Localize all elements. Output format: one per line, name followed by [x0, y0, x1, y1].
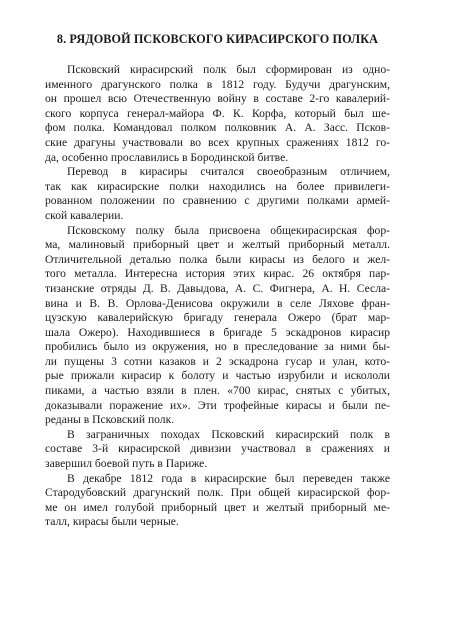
text-line: реданы в Псковский полк. — [45, 413, 175, 427]
text-line: завершил боевой путь в Париже. — [45, 457, 208, 471]
text-line: фом полка. Командовал полком полковник А. А. Засс. Псков- — [45, 121, 390, 135]
text-line: того металла. Интересна история этих кирас. 26 октября пар- — [45, 267, 390, 281]
paragraph-3 — [45, 224, 390, 428]
text-line: Псковский кирасирский полк был сформирован из одно- — [67, 63, 390, 76]
text-line: рые прижали кирасир к болоту и частью изрубили и искололи — [45, 369, 390, 383]
text-line: В декабре 1812 года в кирасирские был переведен также — [67, 471, 390, 485]
paragraph-1 — [45, 63, 390, 165]
paragraph-4 — [45, 428, 390, 472]
text-line: пиками, а частью взяли в плен. «700 кирас, снятых с убитых, — [45, 384, 390, 398]
text-line: Псковскому полку была присвоена общекирасирская фор- — [67, 223, 390, 237]
text-line: Стародубовский драгунский полк. При общей кирасирской фор- — [45, 486, 390, 500]
text-line: цузскую кавалерийскую бригаду генерала Ожеро (брат мар- — [45, 311, 390, 325]
text-line: пробились было из окружения, но в преследование за ними бы- — [45, 340, 390, 354]
text-line: вина и В. В. Орлова-Денисова окружили в селе Ляхове фран- — [45, 296, 390, 310]
text-line: да, особенно прославились в Бородинской битве. — [45, 150, 289, 164]
text-line: он прошел всю Отечественную войну в составе 2-го кавалерий- — [45, 92, 390, 106]
text-line: ме он имел голубой приборный цвет и желтый приборный ме- — [45, 500, 390, 514]
text-line: так как кирасирские полки находились на более привилеги- — [45, 179, 390, 193]
text-line: ского корпуса генерал-майора Ф. К. Корфа, который был ше- — [45, 106, 390, 120]
text-line: талл, кирасы были черные. — [45, 515, 179, 529]
page-title: 8. РЯДОВОЙ ПСКОВСКОГО КИРАСИРСКОГО ПОЛКА — [56, 32, 379, 46]
text-line: ской кавалерии. — [45, 208, 124, 222]
text-line: В заграничных походах Псковский кирасирский полк в — [67, 427, 390, 441]
text-line: шала Ожеро). Находившиеся в бригаде 5 эскадронов кирасир — [45, 325, 390, 339]
text-line: Отличительной деталью полка были кирасы из белого и жел- — [45, 252, 390, 266]
text-line: Перевод в кирасиры считался своеобразным отличием, — [67, 165, 390, 179]
text-line: ма, малиновый приборный цвет и желтый приборный металл. — [45, 238, 390, 252]
text-line: именного драгунского полка в 1812 году. Будучи драгунским, — [45, 77, 390, 91]
text-line: ли пущены 3 сотни казаков и 2 эскадрона гусар и улан, кото- — [45, 354, 390, 368]
paragraph-2 — [45, 165, 390, 223]
text-line: тизанские отряды Д. В. Давыдова, А. С. Фигнера, А. Н. Сесла- — [45, 281, 390, 295]
text-line: ские драгуны участвовали во всех крупных сражениях 1812 го- — [45, 135, 390, 149]
text-line: рованном положении по сравнению с другими полками армей- — [45, 194, 390, 208]
text-line: составе 3-й кирасирской дивизии участвовал в сражениях и — [45, 442, 390, 456]
document-page — [45, 32, 390, 530]
paragraph-5 — [45, 472, 390, 530]
text-line: доказывали поражение их». Эти трофейные кирасы и были пе- — [45, 398, 390, 412]
